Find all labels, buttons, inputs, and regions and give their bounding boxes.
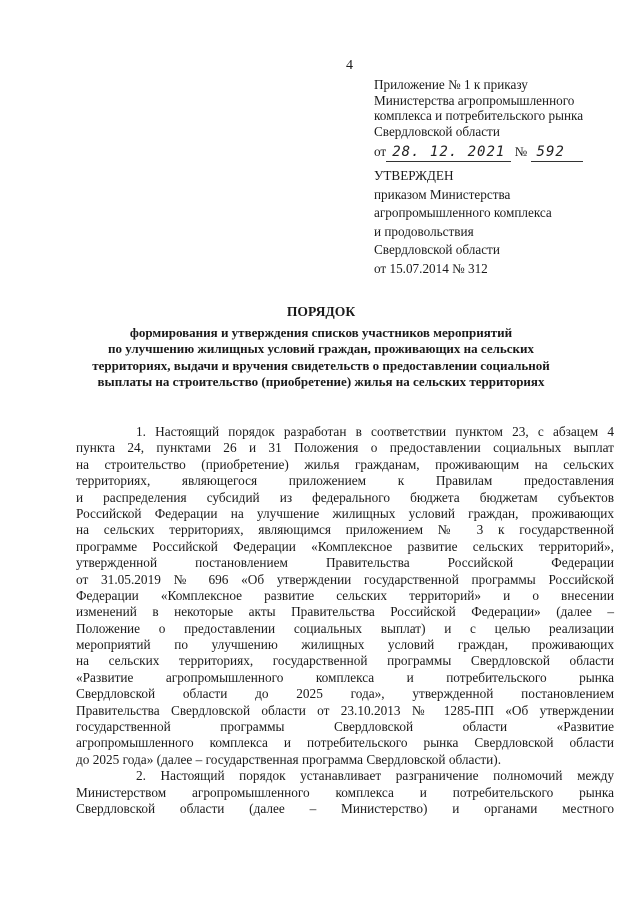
text-line: и распределения субсидий из федерального бюджета бюджетам субъектов (76, 489, 614, 505)
appendix-line: Приложение № 1 к приказу (374, 77, 528, 92)
subtitle-line: формирования и утверждения списков участников мероприятий (129, 324, 513, 340)
approved-line: Свердловской области (374, 242, 500, 258)
paragraph-1 (76, 424, 614, 768)
order-date-line (374, 144, 624, 162)
text-line: утвержденной постановлением Правительства Российской Федерации (76, 555, 614, 571)
approved-line: приказом Министерства (374, 186, 511, 202)
text-line: Федерации «Комплексное развитие сельских территорий» и о внесении (76, 587, 614, 603)
text-line: на строительство (приобретение) жилья гражданам, проживающим на сельских (76, 456, 614, 472)
text-line: изменений в некоторые акты Правительства Российской Федерации» (далее – (76, 604, 614, 620)
page-number: 4 (346, 58, 353, 73)
appendix-line: Министерства агропромышленного (374, 92, 575, 108)
subtitle-line: территориях, выдачи и вручения свидетельств о предоставлении социальной (92, 357, 550, 373)
subtitle-line: выплаты на строительство (приобретение) жилья на сельских территориях (97, 374, 545, 390)
approved-block (374, 167, 624, 279)
approved-line: от 15.07.2014 № 312 (374, 260, 488, 276)
text-line: 2. Настоящий порядок устанавливает разграничение полномочий между (136, 768, 614, 784)
subtitle-line: по улучшению жилищных условий граждан, проживающих на сельских (107, 341, 535, 357)
text-line: на сельских территориях, государственной программы Свердловской области (76, 653, 614, 669)
text-line: Министерством агропромышленного комплекса и потребительского рынка (76, 784, 614, 800)
appendix-line: Свердловской области (374, 123, 500, 139)
approved-line: агропромышленного комплекса (374, 205, 552, 221)
text-line: до 2025 года» (далее – государственная программа Свердловской области). (76, 751, 502, 767)
text-line: территориях, являющегося приложением к Правилам предоставления (76, 473, 614, 489)
text-line: Правительства Свердловской области от 23.10.2013 № 1285-ПП «Об утверждении (76, 702, 614, 718)
text-line: Российской Федерации на улучшение жилищных условий граждан, проживающих (76, 505, 614, 521)
text-line: Свердловской области до 2025 года», утвержденной постановлением (76, 686, 614, 702)
number-sign: № (514, 144, 528, 159)
text-line: Свердловской области (далее – Министерство) и органами местного (76, 800, 614, 816)
appendix-block (374, 77, 624, 162)
handwritten-number: 592 (531, 145, 583, 162)
text-line: Положение о предоставлении социальных выплат) и с целью реализации (76, 620, 614, 636)
handwritten-date: 28. 12. 2021 (386, 145, 511, 162)
document-title (60, 304, 582, 391)
text-line: программе Российской Федерации «Комплексное развитие сельских территорий», (76, 538, 614, 554)
title-main: ПОРЯДОК (286, 304, 356, 319)
text-line: агропромышленного комплекса и потребительского рынка Свердловской области (76, 735, 614, 751)
text-line: пункта 24, пунктами 26 и 31 Положения о предоставлении социальных выплат (76, 440, 614, 456)
text-line: мероприятий по улучшению жилищных условий граждан, проживающих (76, 637, 614, 653)
text-line: от 31.05.2019 № 696 «Об утверждении государственной программы Российской (76, 571, 614, 587)
date-prefix: от (374, 144, 387, 159)
approved-heading: УТВЕРЖДЕН (374, 168, 454, 183)
appendix-line: комплекса и потребительского рынка (374, 108, 584, 123)
text-line: «Развитие агропромышленного комплекса и потребительского рынка (76, 669, 614, 685)
document-body (76, 424, 614, 817)
approved-line: и продовольствия (374, 223, 474, 239)
text-line: на сельских территориях, являющимся приложением № 3 к государственной (76, 522, 614, 538)
paragraph-2 (76, 768, 614, 817)
text-line: 1. Настоящий порядок разработан в соответствии пунктом 23, с абзацем 4 (136, 424, 614, 439)
text-line: государственной программы Свердловской области «Развитие (76, 719, 614, 735)
